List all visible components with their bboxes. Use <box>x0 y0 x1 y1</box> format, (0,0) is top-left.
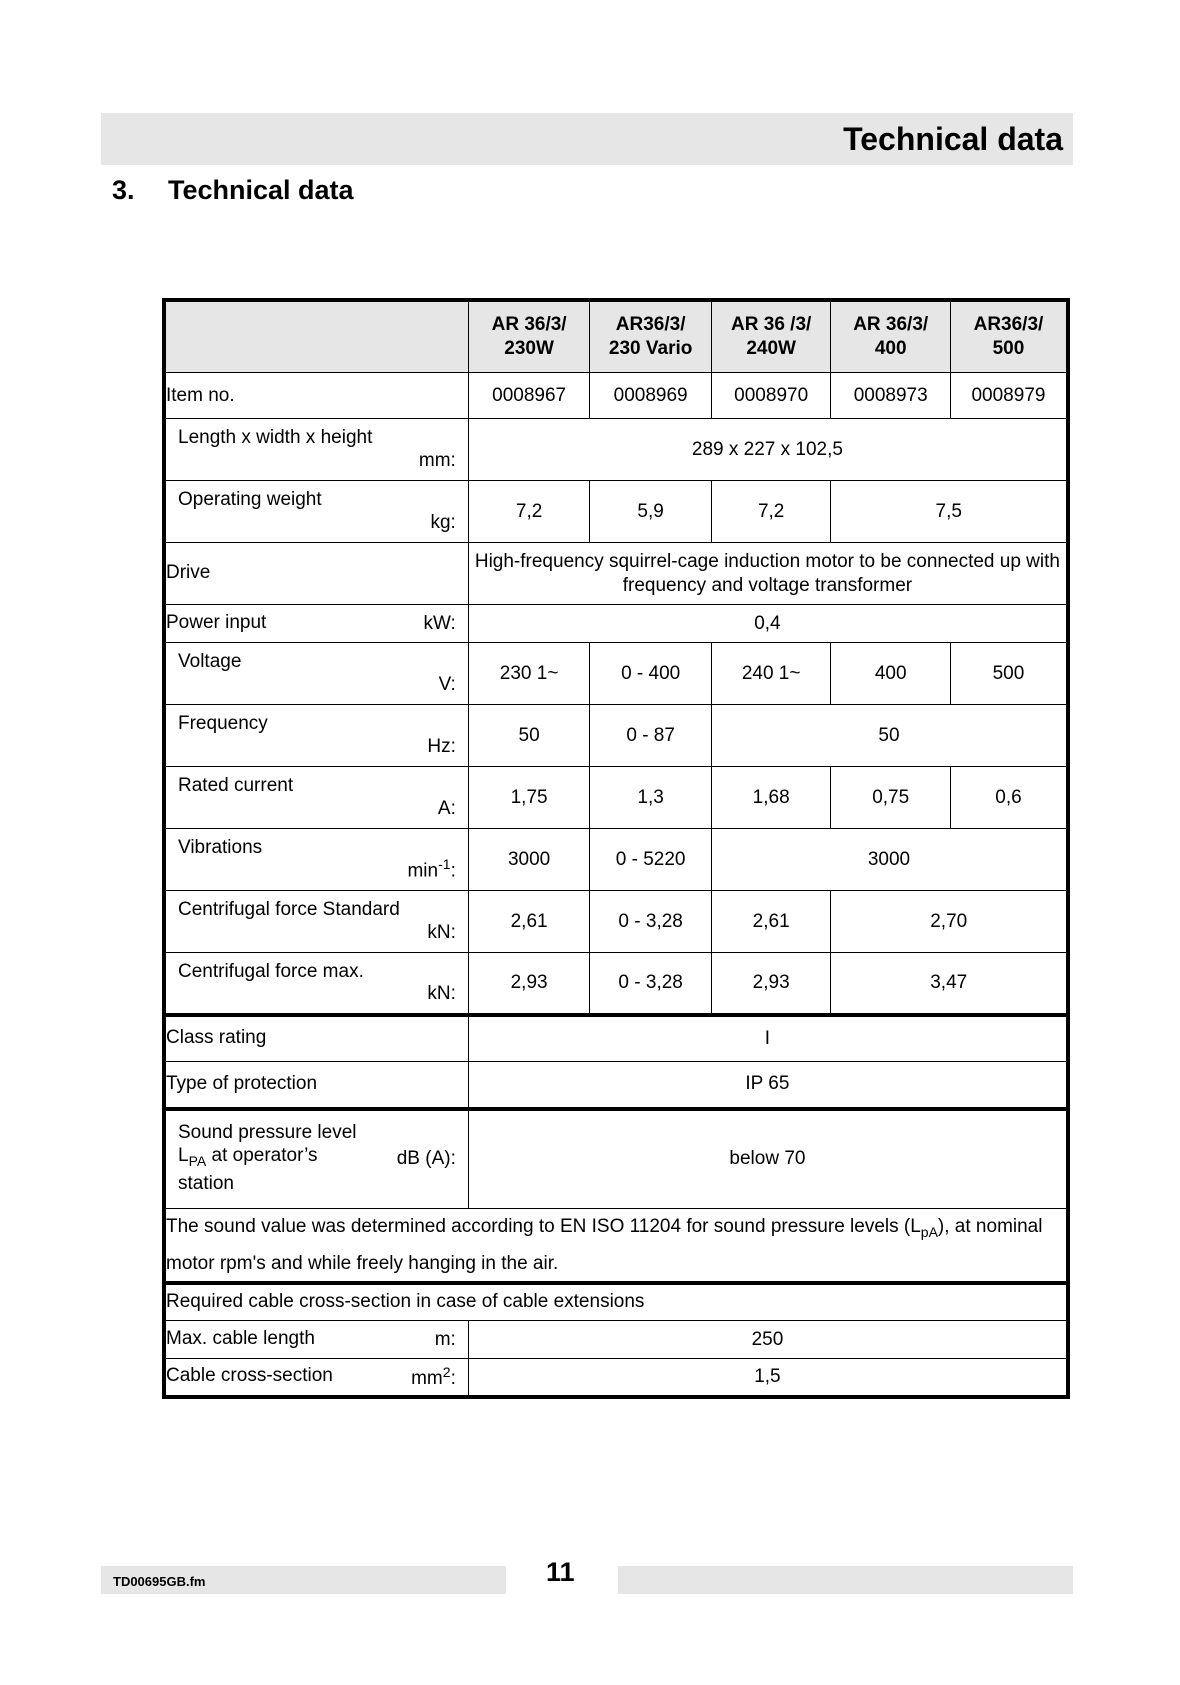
row-label: Sound pressure level $L_{PA}$ at operator’s station dB (A): <box>164 1109 468 1209</box>
table-cell: 5,9 <box>590 481 712 543</box>
current-row <box>164 767 1068 829</box>
table-cell: 3000 <box>468 829 590 891</box>
table-cell: 230 1~ <box>468 643 590 705</box>
row-label: Voltage V: <box>164 643 468 705</box>
cf-standard-row <box>164 891 1068 953</box>
row-label: Max. cable length m: <box>164 1321 468 1359</box>
table-cell: 0008969 <box>590 373 712 419</box>
power-row <box>164 605 1068 643</box>
sound-row <box>164 1109 1068 1209</box>
section-number: 3. <box>112 175 135 205</box>
table-cell: 0 - 3,28 <box>590 953 712 1015</box>
row-label: Class rating <box>164 1015 468 1062</box>
voltage-row <box>164 643 1068 705</box>
model-header: AR36/3/ 230 Vario <box>590 300 712 373</box>
section-heading <box>112 175 354 206</box>
table-cell: 0,4 <box>468 605 1068 643</box>
table-cell: High-frequency squirrel-cage induction motor to be connected up with frequency and voltage transformer <box>468 543 1068 605</box>
table-cell: 0 - 400 <box>590 643 712 705</box>
table-cell: 0008973 <box>831 373 951 419</box>
cf-max-row <box>164 953 1068 1015</box>
table-cell: 3,47 <box>831 953 1068 1015</box>
table-cell: 1,3 <box>590 767 712 829</box>
table-cell: 1,75 <box>468 767 590 829</box>
table-cell: 50 <box>468 705 590 767</box>
row-label: Type of protection <box>164 1062 468 1109</box>
table-cell: 3000 <box>711 829 1068 891</box>
table-cell: 0,6 <box>950 767 1068 829</box>
page-number: 11 <box>546 1557 575 1587</box>
row-label: Frequency Hz: <box>164 705 468 767</box>
section-title: Technical data <box>168 175 354 205</box>
table-cell: 240 1~ <box>711 643 831 705</box>
table-cell: below 70 <box>468 1109 1068 1209</box>
table-cell: 400 <box>831 643 951 705</box>
weight-row <box>164 481 1068 543</box>
table-cell: 0 - 3,28 <box>590 891 712 953</box>
row-label: Length x width x height mm: <box>164 419 468 481</box>
sound-note-row <box>164 1209 1068 1283</box>
table-cell: 7,2 <box>468 481 590 543</box>
table-cell: 250 <box>468 1321 1068 1359</box>
sound-note: The sound value was determined according to EN ISO 11204 for sound pressure levels $(L_{pA})$, at nominal motor rpm's and while freely hanging in the air. <box>164 1209 1068 1283</box>
row-label: Item no. <box>164 373 468 419</box>
technical-data-table <box>162 298 1070 1399</box>
item-no-row <box>164 373 1068 419</box>
table-cell: 1,5 <box>468 1359 1068 1397</box>
row-label: Centrifugal force Standard kN: <box>164 891 468 953</box>
table-cell: 500 <box>950 643 1068 705</box>
table-cell: 0,75 <box>831 767 951 829</box>
model-header: AR 36/3/ 400 <box>831 300 951 373</box>
row-label: Centrifugal force max. kN: <box>164 953 468 1015</box>
table-cell: I <box>468 1015 1068 1062</box>
row-label: Cable cross-section $mm^2$: <box>164 1359 468 1397</box>
footer-right-band <box>618 1566 1073 1594</box>
row-label: Drive <box>164 543 468 605</box>
row-label: Vibrations $\min^{-1}$: <box>164 829 468 891</box>
table-cell: 0008979 <box>950 373 1068 419</box>
cable-header: Required cable cross-section in case of cable extensions <box>164 1283 1068 1321</box>
cable-length-row <box>164 1321 1068 1359</box>
model-header: AR 36 /3/ 240W <box>711 300 831 373</box>
table-cell: 2,70 <box>831 891 1068 953</box>
table-cell: 2,61 <box>468 891 590 953</box>
model-header: AR36/3/ 500 <box>950 300 1068 373</box>
vibrations-row <box>164 829 1068 891</box>
model-header-row <box>164 300 1068 373</box>
dimensions-row <box>164 419 1068 481</box>
table-cell: 2,93 <box>711 953 831 1015</box>
row-label: Power input kW: <box>164 605 468 643</box>
table-cell: 7,2 <box>711 481 831 543</box>
table-cell: 2,93 <box>468 953 590 1015</box>
footer-left-band <box>101 1566 506 1594</box>
header-title: Technical data <box>843 121 1063 157</box>
row-label: Operating weight kg: <box>164 481 468 543</box>
table-cell: 0008970 <box>711 373 831 419</box>
table-cell: 1,68 <box>711 767 831 829</box>
header-band <box>101 113 1073 165</box>
table-cell: 0 - 5220 <box>590 829 712 891</box>
header-blank-cell <box>164 300 468 373</box>
table-cell: 0008967 <box>468 373 590 419</box>
table-cell: 7,5 <box>831 481 1068 543</box>
drive-row <box>164 543 1068 605</box>
footer-doc-id: TD00695GB.fm <box>113 1574 206 1589</box>
protection-row <box>164 1062 1068 1109</box>
cable-section-row <box>164 1359 1068 1397</box>
row-label: Rated current A: <box>164 767 468 829</box>
table-cell: IP 65 <box>468 1062 1068 1109</box>
model-header: AR 36/3/ 230W <box>468 300 590 373</box>
cable-header-row <box>164 1283 1068 1321</box>
class-rating-row <box>164 1015 1068 1062</box>
table-cell: 289 x 227 x 102,5 <box>468 419 1068 481</box>
table-cell: 2,61 <box>711 891 831 953</box>
table-cell: 50 <box>711 705 1068 767</box>
table-cell: 0 - 87 <box>590 705 712 767</box>
frequency-row <box>164 705 1068 767</box>
